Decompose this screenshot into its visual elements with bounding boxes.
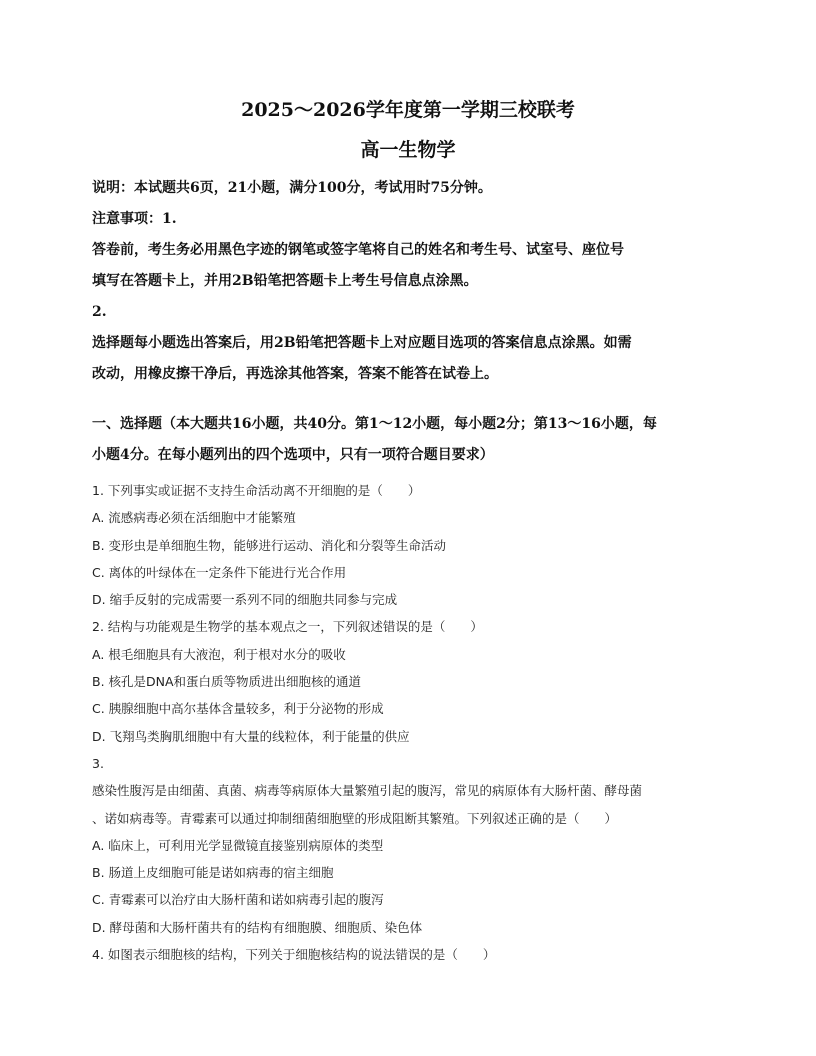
- exam-page: [92, 90, 724, 968]
- question-1: [92, 477, 724, 613]
- question-number: 3.: [92, 755, 104, 771]
- option-c: C. 胰腺细胞中高尔基体含量较多，利于分泌物的形成: [92, 701, 384, 717]
- question-list: [92, 477, 724, 968]
- section-heading-line-2: 小题4分。在每小题列出的四个选项中，只有一项符合题目要求）: [92, 447, 494, 463]
- question-2: [92, 613, 724, 749]
- question-3: [92, 750, 724, 941]
- question-stem: 4. 如图表示细胞核的结构，下列关于细胞核结构的说法错误的是（ ）: [92, 947, 496, 963]
- option-d: D. 飞翔鸟类胸肌细胞中有大量的线粒体，利于能量的供应: [92, 728, 410, 744]
- option-a: A. 根毛细胞具有大液泡，利于根对水分的吸收: [92, 646, 346, 662]
- question-4: [92, 941, 724, 968]
- option-b: B. 变形虫是单细胞生物，能够进行运动、消化和分裂等生命活动: [92, 537, 447, 553]
- notice-2-line-2: 改动，用橡皮擦干净后，再选涂其他答案，答案不能答在试卷上。: [92, 366, 498, 382]
- notice-2-line-1: 选择题每小题选出答案后，用2B铅笔把答题卡上对应题目选项的答案信息点涂黑。如需: [92, 335, 632, 351]
- notice-2-number: 2.: [92, 304, 107, 320]
- question-stem-line-2: 、诺如病毒等。青霉素可以通过抑制细菌细胞壁的形成阻断其繁殖。下列叙述正确的是（ ）: [92, 810, 618, 826]
- option-c: C. 青霉素可以治疗由大肠杆菌和诺如病毒引起的腹泻: [92, 892, 384, 908]
- notice-label: 注意事项：1.: [92, 211, 177, 227]
- option-d: D. 缩手反射的完成需要一系列不同的细胞共同参与完成: [92, 592, 398, 608]
- exam-instructions: [92, 173, 724, 390]
- section-heading-line-1: 一、选择题（本大题共16小题，共40分。第1～12小题，每小题2分；第13～16小题，每: [92, 416, 657, 432]
- exam-description: 说明：本试题共6页，21小题，满分100分，考试用时75分钟。: [92, 180, 492, 196]
- option-a: A. 流感病毒必须在活细胞中才能繁殖: [92, 510, 296, 526]
- question-stem: 1. 下列事实或证据不支持生命活动离不开细胞的是（ ）: [92, 483, 421, 498]
- option-d: D. 酵母菌和大肠杆菌共有的结构有细胞膜、细胞质、染色体: [92, 919, 423, 935]
- option-b: B. 肠道上皮细胞可能是诺如病毒的宿主细胞: [92, 865, 334, 881]
- notice-1-line-2: 填写在答题卡上，并用2B铅笔把答题卡上考生号信息点涂黑。: [92, 273, 478, 289]
- option-c: C. 离体的叶绿体在一定条件下能进行光合作用: [92, 564, 347, 580]
- question-stem: 2. 结构与功能观是生物学的基本观点之一，下列叙述错误的是（ ）: [92, 619, 483, 635]
- option-b: B. 核孔是DNA和蛋白质等物质进出细胞核的通道: [92, 674, 362, 690]
- exam-title: 2025～2026学年度第一学期三校联考: [241, 99, 575, 121]
- notice-1-line-1: 答卷前，考生务必用黑色字迹的钢笔或签字笔将自己的姓名和考生号、试室号、座位号: [92, 242, 624, 258]
- question-stem-line-1: 感染性腹泻是由细菌、真菌、病毒等病原体大量繁殖引起的腹泻，常见的病原体有大肠杆菌、酵母菌: [92, 783, 643, 799]
- option-a: A. 临床上，可利用光学显微镜直接鉴别病原体的类型: [92, 837, 384, 853]
- exam-subject: 高一生物学: [360, 139, 456, 161]
- section-heading: [92, 409, 724, 471]
